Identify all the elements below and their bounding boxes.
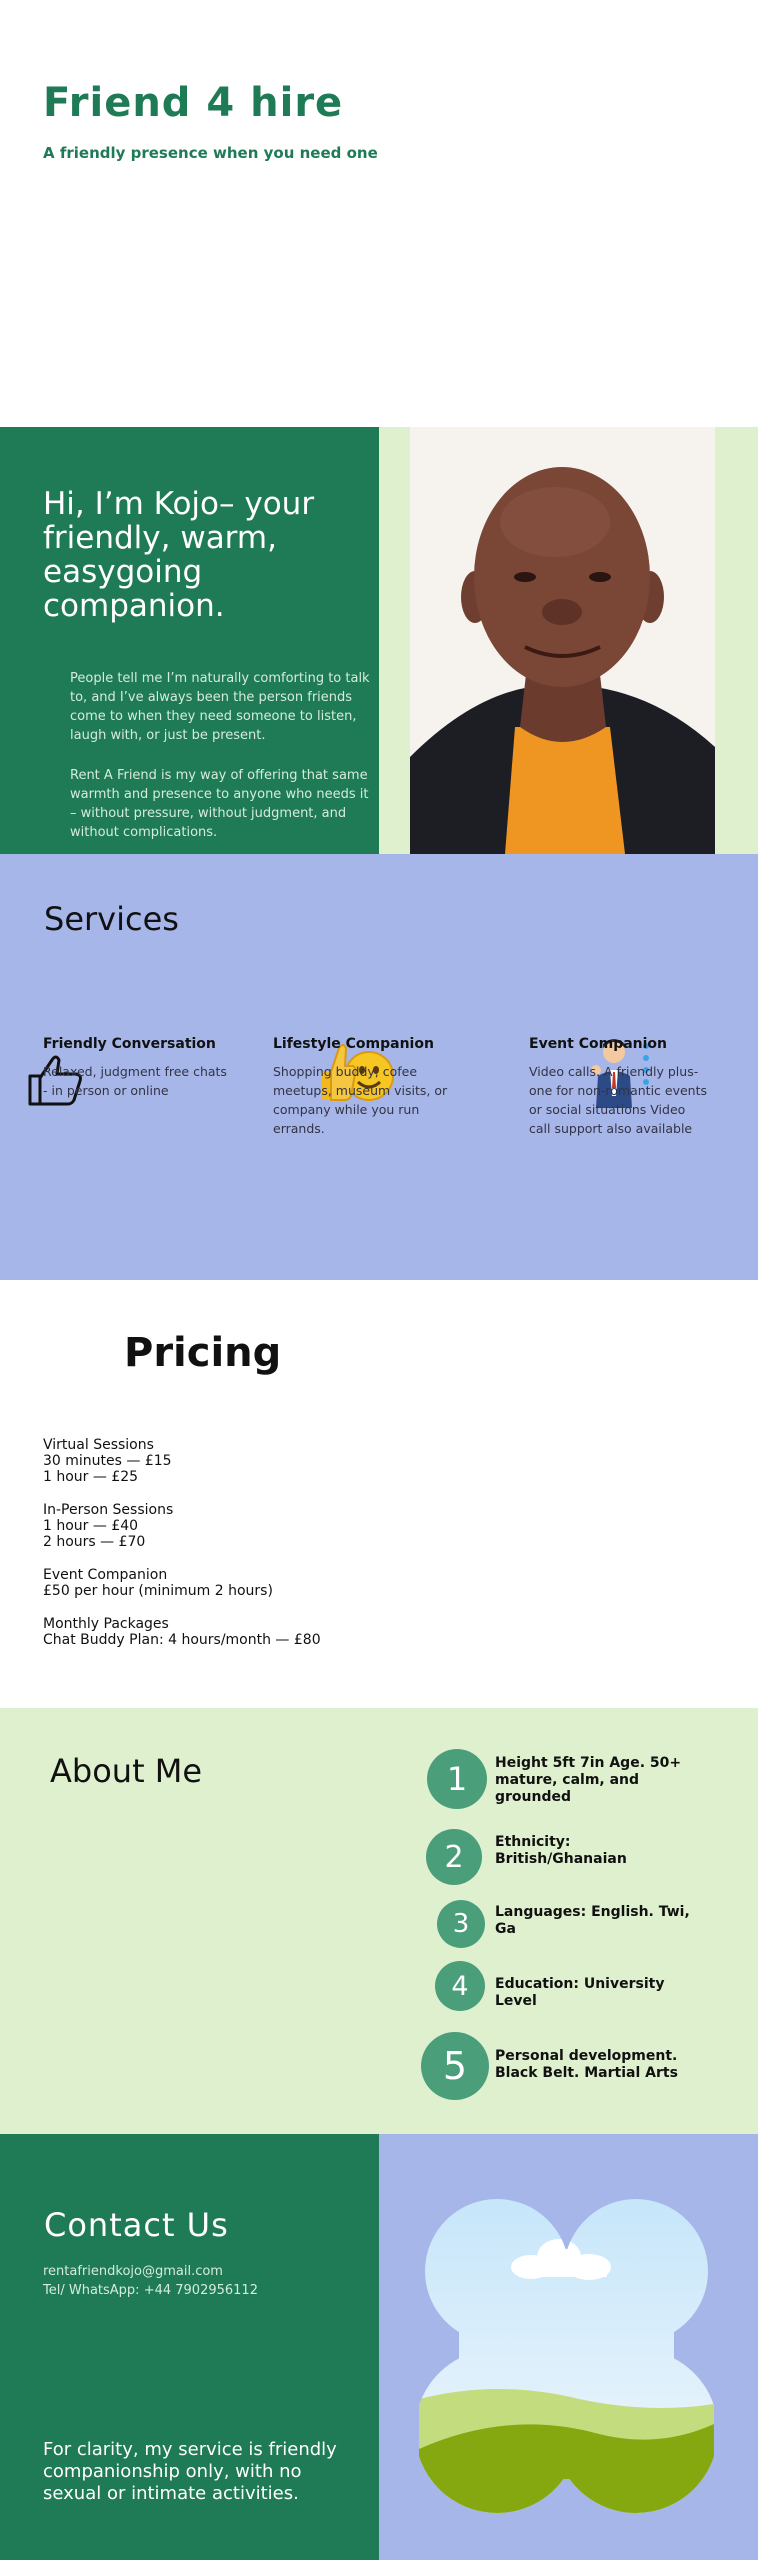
header-section <box>0 0 758 427</box>
about-item-text: Education: University Level <box>495 1976 665 2009</box>
about-number-badge: 5 <box>421 2032 489 2100</box>
price-line: 30 minutes — £15 <box>43 1453 172 1469</box>
service-title: Friendly Conversation <box>43 1036 216 1052</box>
contact-text-panel <box>0 2134 379 2560</box>
about-number-badge: 3 <box>437 1900 485 1948</box>
hero-section <box>0 427 758 854</box>
about-title: About Me <box>50 1752 203 1790</box>
price-group-monthly <box>43 1616 321 1648</box>
service-description: Shopping buddy, cofee meetups, museum visits, or company while you run errands. <box>273 1064 448 1136</box>
about-item-text: Height 5ft 7in Age. 50+ mature, calm, and grounded <box>495 1755 682 1805</box>
contact-email-link[interactable]: rentafriendkojo@gmail.com <box>43 2264 223 2279</box>
service-description: Video calls. A friendly plus-one for non-romantic events or social situations Video call support also available <box>529 1064 708 1136</box>
price-group-in-person <box>43 1502 173 1550</box>
services-title: Services <box>44 900 179 938</box>
price-group-heading: Event Companion <box>43 1567 168 1583</box>
pricing-title: Pricing <box>124 1330 282 1376</box>
price-group-virtual <box>43 1437 172 1485</box>
about-item-text: Ethnicity: British/Ghanaian <box>495 1834 627 1867</box>
service-description: Relaxed, judgment free chats - in person or online <box>43 1064 227 1098</box>
hero-paragraph-1: People tell me I’m naturally comforting to talk to, and I’ve always been the person friends come to when they need someone to listen, laugh with, or just be present. <box>70 671 370 743</box>
pricing-section <box>0 1280 758 1708</box>
about-number-badge: 4 <box>435 1961 485 2011</box>
contact-phone: Tel/ WhatsApp: +44 7902956112 <box>43 2283 258 2298</box>
price-line: Chat Buddy Plan: 4 hours/month — £80 <box>43 1632 321 1648</box>
contact-title: Contact Us <box>44 2206 229 2244</box>
service-disclaimer: For clarity, my service is friendly companionship only, with no sexual or intimate activities. <box>43 2439 337 2504</box>
hero-text-panel <box>0 427 379 854</box>
about-number-badge: 2 <box>426 1829 482 1885</box>
price-group-heading: Monthly Packages <box>43 1616 169 1632</box>
price-line: £50 per hour (minimum 2 hours) <box>43 1583 273 1599</box>
portrait-photo <box>410 427 715 854</box>
price-group-heading: In-Person Sessions <box>43 1502 174 1518</box>
price-line: 1 hour — £25 <box>43 1469 139 1485</box>
service-card-event-companion <box>529 1036 709 1138</box>
about-item-text: Languages: English. Twi, Ga <box>495 1904 690 1937</box>
about-section <box>0 1708 758 2134</box>
service-title: Lifestyle Companion <box>273 1036 434 1052</box>
hero-heading: Hi, I’m Kojo– your friendly, warm, easygoing companion. <box>43 486 315 624</box>
service-card-lifestyle-companion <box>273 1036 463 1138</box>
landscape-blob-illustration <box>419 2199 714 2528</box>
hero-paragraph-2: Rent A Friend is my way of offering that same warmth and presence to anyone who needs it – without pressure, without judgment, and without complications. <box>70 768 369 840</box>
service-title: Event Companion <box>529 1036 668 1052</box>
about-number-badge: 1 <box>427 1749 487 1809</box>
price-line: 2 hours — £70 <box>43 1534 146 1550</box>
price-group-heading: Virtual Sessions <box>43 1437 154 1453</box>
service-card-friendly-conversation <box>43 1036 233 1100</box>
site-title: Friend 4 hire <box>43 80 344 126</box>
site-tagline: A friendly presence when you need one <box>43 144 378 162</box>
price-line: 1 hour — £40 <box>43 1518 139 1534</box>
services-section <box>0 854 758 1280</box>
about-item-text: Personal development. Black Belt. Martial Arts <box>495 2048 678 2081</box>
price-group-event <box>43 1567 273 1599</box>
contact-section <box>0 2134 758 2560</box>
